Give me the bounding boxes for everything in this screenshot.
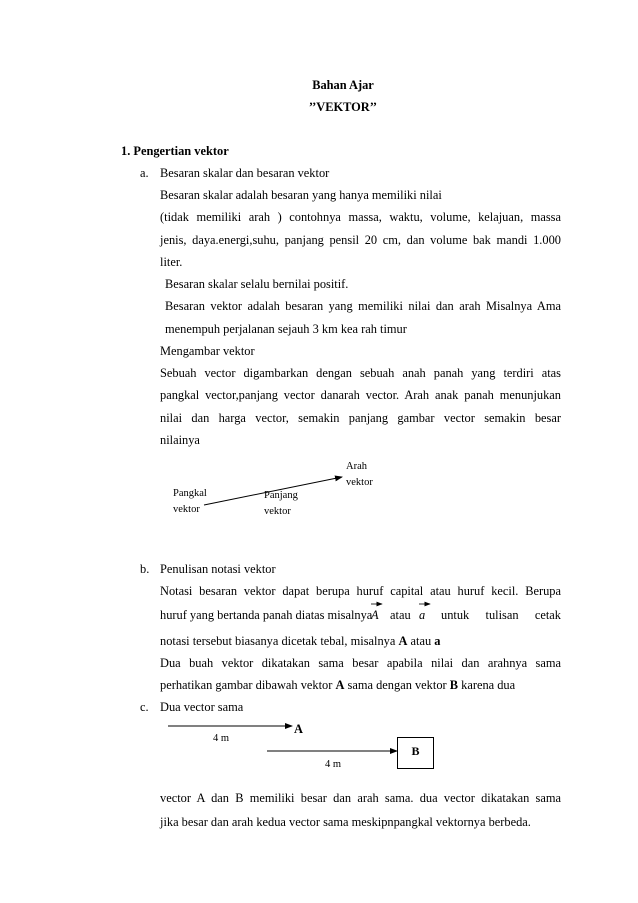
paragraph-line: Besaran skalar selalu bernilai positif.: [165, 277, 349, 291]
arah-label: vektor: [346, 477, 373, 488]
arah-label: Arah: [346, 461, 367, 472]
bold-letter-A: A: [335, 678, 345, 692]
item-c-title: Dua vector sama: [160, 700, 244, 714]
notation-text: notasi tersebut biasanya dicetak tebal, misalnya: [160, 634, 396, 648]
doc-title: Bahan Ajar: [312, 78, 374, 92]
vector-symbol-A-letter: A: [371, 608, 379, 622]
paragraph-line: vector A dan B memiliki besar dan arah sama. dua vector dikatakan sama: [160, 791, 561, 805]
paragraph-line: liter.: [160, 255, 183, 269]
pangkal-label: Pangkal: [173, 488, 207, 499]
paragraph-text: perhatikan gambar dibawah vektor: [160, 678, 333, 692]
pangkal-label: vektor: [173, 504, 200, 515]
bold-letter-A: A: [398, 634, 408, 648]
vector-symbol-a-letter: a: [419, 608, 426, 622]
paragraph-word: atau: [390, 608, 411, 622]
vector-B-label: B: [411, 744, 420, 758]
vector-A-length: 4 m: [213, 733, 230, 744]
paragraph-text: sama dengan vektor: [347, 678, 447, 692]
paragraph-line: jika besar dan arah kedua vector sama meskipnpangkal vektornya berbeda.: [160, 815, 531, 829]
paragraph-line: Besaran vektor adalah besaran yang memiliki nilai dan arah Misalnya Ama: [165, 299, 561, 313]
panjang-label: Panjang: [264, 490, 298, 501]
paragraph-line: menempuh perjalanan sejauh 3 km kea rah timur: [165, 322, 407, 336]
paragraph-line: Notasi besaran vektor dapat berupa huruf capital atau huruf kecil. Berupa: [160, 584, 561, 598]
item-b-title: Penulisan notasi vektor: [160, 562, 276, 576]
vector-B-length: 4 m: [325, 759, 342, 770]
paragraph-line: Sebuah vector digambarkan dengan sebuah anah panah yang terdiri atas: [160, 366, 561, 380]
paragraph-line: Dua buah vektor dikatakan sama besar apabila nilai dan arahnya sama: [160, 656, 561, 670]
item-c-marker: c.: [140, 700, 149, 714]
paragraph-line: pangkal vector,panjang vector danarah vector. Arah anak panah menunjukan: [160, 388, 561, 402]
item-a-title: Besaran skalar dan besaran vektor: [160, 166, 330, 180]
doc-subtitle: ’’VEKTOR’’: [308, 100, 378, 114]
paragraph-line: Besaran skalar adalah besaran yang hanya memiliki nilai: [160, 188, 442, 202]
vector-A-label: A: [294, 722, 303, 736]
paragraph-line: (tidak memiliki arah ) contohnya massa, waktu, volume, kelajuan, massa: [160, 210, 561, 224]
paragraph-line: untuk tulisan cetak: [441, 608, 561, 622]
paragraph-line: huruf yang bertanda panah diatas misalnya: [160, 608, 373, 622]
bold-letter-a: a: [434, 634, 441, 648]
paragraph-line: nilai dan harga vector, semakin panjang gambar vector semakin besar: [160, 411, 561, 425]
item-b-marker: b.: [140, 562, 150, 576]
paragraph-line: Mengambar vektor: [160, 344, 255, 358]
section-heading: 1. Pengertian vektor: [121, 144, 229, 158]
paragraph-line: jenis, daya.energi,suhu, panjang pensil 20 cm, dan volume bak mandi 1.000: [160, 233, 561, 247]
paragraph-text: karena dua: [461, 678, 516, 692]
panjang-label: vektor: [264, 506, 291, 517]
paragraph-line: nilainya: [160, 433, 200, 447]
notation-text: atau: [410, 634, 432, 648]
bold-letter-B: B: [449, 678, 459, 692]
diagram-vector-arrow: [204, 477, 342, 505]
item-a-marker: a.: [140, 166, 149, 180]
